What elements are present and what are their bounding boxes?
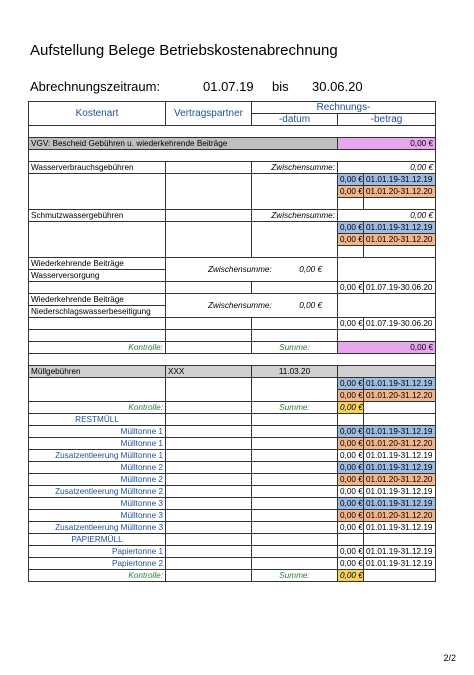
- empty-cell: [166, 438, 252, 450]
- wkb-nieder-zwischen-label: Zwischensumme:: [208, 301, 272, 310]
- restmuell-betrag: 0,00 €: [338, 510, 364, 522]
- header-vertragspartner: Vertragspartner: [166, 102, 252, 126]
- period-to: 30.06.20: [312, 79, 363, 94]
- empty-cell: [252, 522, 338, 534]
- restmuell-betrag: 0,00 €: [338, 522, 364, 534]
- restmuell-row: [29, 498, 436, 510]
- papiermuell-betrag: 0,00 €: [338, 558, 364, 570]
- restmuell-zeitraum: 01.01.19-31.12.19: [364, 522, 436, 534]
- period-label: Abrechnungszeitraum:: [30, 79, 161, 94]
- papiermuell-zeitraum: 01.01.19-31.12.19: [364, 558, 436, 570]
- restmuell-zeitraum: 01.01.19-31.12.19: [364, 498, 436, 510]
- vgv-betrag: 0,00 €: [338, 138, 436, 150]
- wasser-zwischen-label: Zwischensumme:: [252, 162, 338, 174]
- muell-label: Müllgebühren: [29, 366, 166, 378]
- kontrolle2-summe-value: 0,00 €: [338, 570, 364, 582]
- wkb-wasser-zwischen-value: 0,00 €: [299, 265, 322, 274]
- wkb-wasser-betrag: 0,00 €: [338, 282, 364, 294]
- restmuell-label: Zusatzentleerung Mülltonne 2: [29, 486, 166, 498]
- empty-cell: [252, 558, 338, 570]
- empty-cell: [252, 426, 338, 438]
- restmuell-heading: RESTMÜLL: [29, 414, 166, 426]
- muell-partner: XXX: [166, 366, 252, 378]
- muell-datum: 11.03.20: [252, 366, 338, 378]
- restmuell-label: Mülltonne 3: [29, 510, 166, 522]
- wkb-nieder-label1: Wiederkehrende Beiträge: [29, 294, 166, 306]
- empty-cell: [166, 426, 252, 438]
- restmuell-zeitraum: 01.01.20-31.12.20: [364, 474, 436, 486]
- restmuell-label: Zusatzentleerung Mülltonne 3: [29, 522, 166, 534]
- restmuell-row: [29, 510, 436, 522]
- restmuell-label: Zusatzentleerung Mülltonne 1: [29, 450, 166, 462]
- restmuell-zeitraum: 01.01.19-31.12.19: [364, 462, 436, 474]
- restmuell-label: Mülltonne 1: [29, 438, 166, 450]
- papiermuell-row: [29, 558, 436, 570]
- muell-row1-zeitraum: 01.01.19-31.12.19: [364, 378, 436, 390]
- papiermuell-label: Papiertonne 1: [29, 546, 166, 558]
- empty-cell: [252, 510, 338, 522]
- wkb-wasser-zwischen-label: Zwischensumme:: [208, 265, 272, 274]
- cost-table: [28, 101, 436, 582]
- period-bis: bis: [272, 79, 289, 94]
- muell-summe-label: Summe:: [252, 402, 338, 414]
- restmuell-row: [29, 474, 436, 486]
- restmuell-row: [29, 426, 436, 438]
- wasser-row1-zeitraum: 01.01.19-31.12.19: [364, 174, 436, 186]
- wkb-nieder-betrag: 0,00 €: [338, 318, 364, 330]
- wkb-wasser-label2: Wasserversorgung: [29, 270, 166, 282]
- restmuell-row: [29, 450, 436, 462]
- empty-cell: [166, 546, 252, 558]
- restmuell-label: Mülltonne 2: [29, 474, 166, 486]
- schmutz-zwischen-label: Zwischensumme:: [252, 210, 338, 222]
- wasser-label: Wasserverbrauchsgebühren: [29, 162, 166, 174]
- muell-row2-betrag: 0,00 €: [338, 390, 364, 402]
- restmuell-betrag: 0,00 €: [338, 438, 364, 450]
- wkb-nieder-zeitraum: 01.07.19-30.06.20: [364, 318, 436, 330]
- restmuell-zeitraum: 01.01.19-31.12.19: [364, 450, 436, 462]
- restmuell-label: Mülltonne 2: [29, 462, 166, 474]
- restmuell-betrag: 0,00 €: [338, 426, 364, 438]
- empty-cell: [252, 438, 338, 450]
- muell-row2-zeitraum: 01.01.20-31.12.20: [364, 390, 436, 402]
- restmuell-label: Mülltonne 3: [29, 498, 166, 510]
- schmutz-label: Schmutzwassergebühren: [29, 210, 166, 222]
- restmuell-zeitraum: 01.01.19-31.12.19: [364, 486, 436, 498]
- header-kostenart: Kostenart: [29, 102, 166, 126]
- kontrolle1-label: Kontrolle:: [29, 342, 166, 354]
- empty-cell: [166, 510, 252, 522]
- restmuell-betrag: 0,00 €: [338, 462, 364, 474]
- restmuell-zeitraum: 01.01.19-31.12.19: [364, 426, 436, 438]
- empty-cell: [166, 462, 252, 474]
- wkb-nieder-label2: Niederschlagswasserbeseitigung: [29, 306, 166, 318]
- schmutz-row2-betrag: 0,00 €: [338, 234, 364, 246]
- restmuell-betrag: 0,00 €: [338, 486, 364, 498]
- muell-kontrolle-label: Kontrolle:: [29, 402, 166, 414]
- schmutz-row2-zeitraum: 01.01.20-31.12.20: [364, 234, 436, 246]
- empty-cell: [252, 462, 338, 474]
- header-rechnungs: Rechnungs-: [252, 102, 436, 114]
- wasser-row1-betrag: 0,00 €: [338, 174, 364, 186]
- kontrolle1-summe-label: Summe:: [252, 342, 338, 354]
- kontrolle2-label: Kontrolle:: [29, 570, 166, 582]
- muell-summe-value: 0,00 €: [338, 402, 364, 414]
- kontrolle2-summe-label: Summe:: [252, 570, 338, 582]
- header-betrag: -betrag: [338, 114, 436, 126]
- restmuell-row: [29, 462, 436, 474]
- empty-cell: [252, 486, 338, 498]
- schmutz-row1-zeitraum: 01.01.19-31.12.19: [364, 222, 436, 234]
- empty-cell: [166, 522, 252, 534]
- header-datum: -datum: [252, 114, 338, 126]
- period-from: 01.07.19: [203, 79, 254, 94]
- papiermuell-heading: PAPIERMÜLL: [29, 534, 166, 546]
- empty-cell: [166, 474, 252, 486]
- kontrolle1-summe-value: 0,00 €: [338, 342, 436, 354]
- wasser-row2-zeitraum: 01.01.20-31.12.20: [364, 186, 436, 198]
- papiermuell-zeitraum: 01.01.19-31.12.19: [364, 546, 436, 558]
- empty-cell: [252, 450, 338, 462]
- empty-cell: [166, 558, 252, 570]
- restmuell-row: [29, 486, 436, 498]
- restmuell-betrag: 0,00 €: [338, 474, 364, 486]
- restmuell-label: Mülltonne 1: [29, 426, 166, 438]
- papiermuell-row: [29, 546, 436, 558]
- muell-row1-betrag: 0,00 €: [338, 378, 364, 390]
- wkb-nieder-zwischen-value: 0,00 €: [299, 301, 322, 310]
- wkb-wasser-label1: Wiederkehrende Beiträge: [29, 258, 166, 270]
- empty-cell: [166, 498, 252, 510]
- wasser-row2-betrag: 0,00 €: [338, 186, 364, 198]
- restmuell-row: [29, 522, 436, 534]
- wkb-wasser-zeitraum: 01.07.19-30.06.20: [364, 282, 436, 294]
- empty-cell: [166, 450, 252, 462]
- restmuell-betrag: 0,00 €: [338, 450, 364, 462]
- restmuell-row: [29, 438, 436, 450]
- empty-cell: [166, 486, 252, 498]
- wasser-zwischen-value: 0,00 €: [338, 162, 436, 174]
- restmuell-zeitraum: 01.01.20-31.12.20: [364, 510, 436, 522]
- empty-cell: [252, 474, 338, 486]
- schmutz-zwischen-value: 0,00 €: [338, 210, 436, 222]
- papiermuell-label: Papiertonne 2: [29, 558, 166, 570]
- papiermuell-betrag: 0,00 €: [338, 546, 364, 558]
- schmutz-row1-betrag: 0,00 €: [338, 222, 364, 234]
- empty-cell: [252, 546, 338, 558]
- restmuell-betrag: 0,00 €: [338, 498, 364, 510]
- document-title: Aufstellung Belege Betriebskostenabrechnung: [30, 42, 338, 59]
- vgv-label: VGV: Bescheid Gebühren u. wiederkehrende Beiträge: [29, 138, 338, 150]
- empty-cell: [252, 498, 338, 510]
- page-number: 2/2: [443, 653, 456, 663]
- restmuell-zeitraum: 01.01.20-31.12.20: [364, 438, 436, 450]
